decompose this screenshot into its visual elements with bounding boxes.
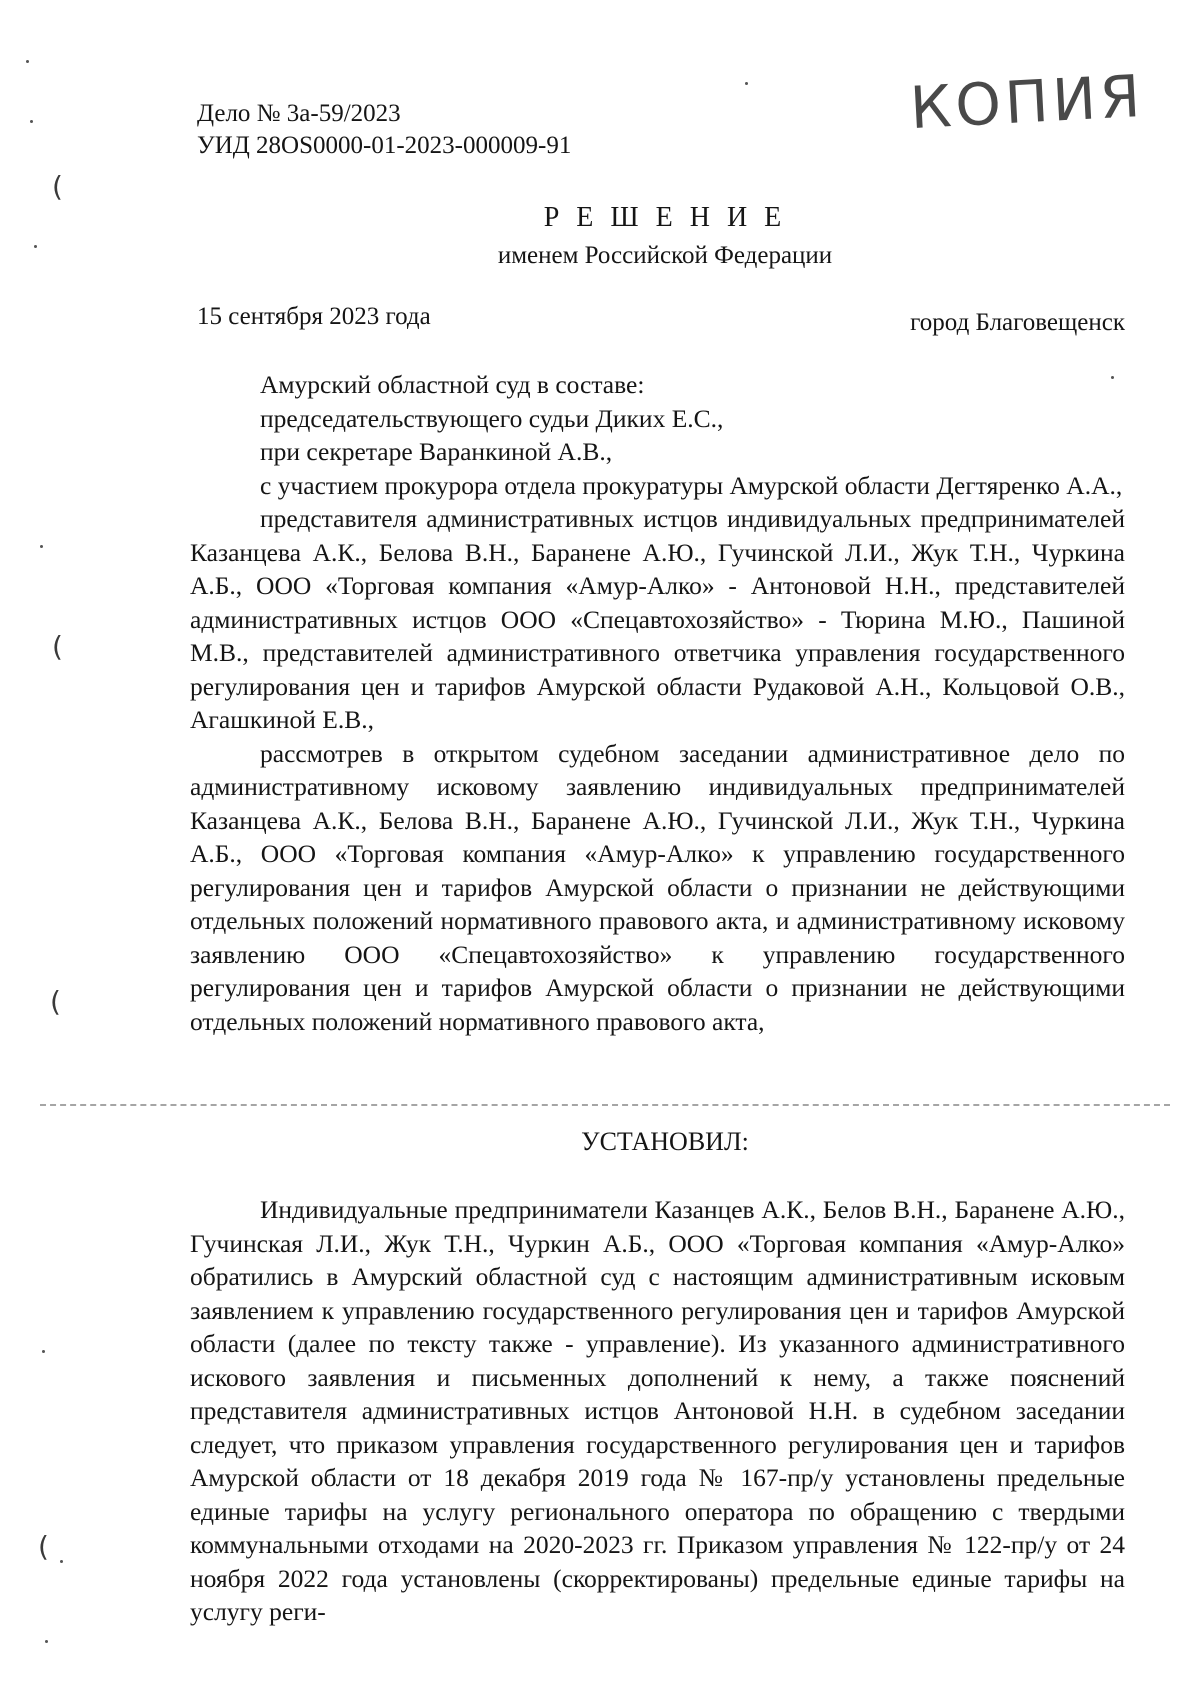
case-uid: УИД 28OS0000-01-2023-000009-91 bbox=[197, 132, 572, 159]
document-subtitle: именем Российской Федерации bbox=[497, 242, 833, 269]
margin-mark: ( bbox=[52, 170, 63, 203]
scan-divider bbox=[40, 1104, 1170, 1106]
case-number: Дело № 3а-59/2023 bbox=[197, 100, 401, 127]
copy-stamp: КОПИЯ bbox=[908, 61, 1146, 143]
court-composition-block bbox=[190, 368, 1125, 1038]
margin-mark: ( bbox=[50, 985, 61, 1018]
scan-dot bbox=[745, 82, 748, 85]
scan-dot bbox=[34, 245, 37, 248]
established-block bbox=[190, 1193, 1125, 1629]
margin-mark: ( bbox=[52, 630, 63, 663]
considered-paragraph: рассмотрев в открытом судебном заседании административное дело по административному исковому заявлению индивидуальных предпринимателей Казанцева А.К., Белова В.Н., Баранене А.Ю., Гучинской Л.И., Жук Т.Н., Чуркина А.Б., ООО «Торговая компания «Амур-Алко» к управлению государственного регулирования цен и тарифов Амурской области о признании не действующими отдельных положений нормативного правового акта, и административному исковому заявлению ООО «Спецавтохозяйство» к управлению государственного регулирования цен и тарифов Амурской области о признании не действующими отдельных положений нормативного правового акта, bbox=[190, 738, 1125, 1036]
representatives-paragraph: представителя административных истцов индивидуальных предпринимателей Казанцева А.К., Белова В.Н., Баранене А.Ю., Гучинской Л.И., Жук Т.Н., Чуркина А.Б., ООО «Торговая компания «Амур-Алко» - Антоновой Н.Н., представителей административных истцов ООО «Спецавтохозяйство» - Тюрина М.Ю., Пашиной М.В., представителей административного ответчика управления государственного регулирования цен и тарифов Амурской области Рудаковой А.Н., Кольцовой О.В., Агашкиной Е.В., bbox=[190, 504, 1125, 734]
decision-city: город Благовещенск bbox=[910, 309, 1125, 336]
scan-dot bbox=[60, 1560, 63, 1563]
scan-dot bbox=[45, 1640, 48, 1643]
court-secretary: при секретаре Варанкиной А.В., bbox=[260, 437, 613, 466]
scan-dot bbox=[40, 545, 43, 548]
court-composition: Амурский областной суд в составе: bbox=[260, 370, 645, 399]
established-heading: УСТАНОВИЛ: bbox=[581, 1127, 749, 1156]
margin-mark: ( bbox=[38, 1530, 49, 1563]
scan-dot bbox=[30, 120, 33, 123]
decision-date: 15 сентября 2023 года bbox=[197, 303, 431, 330]
established-paragraph: Индивидуальные предприниматели Казанцев А.К., Белов В.Н., Баранене А.Ю., Гучинская Л.И., Жук Т.Н., Чуркин А.Б., ООО «Торговая компания «Амур-Алко» обратились в Амурский областной суд с настоящим административным исковым заявлением к управлению государственного регулирования цен и тарифов Амурской области (далее по тексту также - управление). Из указанного административного искового заявления и письменных дополнений к нему, а также пояснений представителя административных истцов Антоновой Н.Н. в судебном заседании следует, что приказом управления государственного регулирования цен и тарифов Амурской области от 18 декабря 2019 года № 167-пр/у установлены предельные единые тарифы на услугу регионального оператора по обращению с твердыми коммунальными отходами на 2020-2023 гг. Приказом управления № 122-пр/у от 24 ноября 2022 года установлены (скорректированы) предельные единые тарифы на услугу реги- bbox=[190, 1195, 1125, 1626]
document-title: Р Е Ш Е Н И Е bbox=[543, 202, 787, 233]
case-header bbox=[197, 98, 571, 162]
scan-dot bbox=[1111, 376, 1114, 379]
scan-dot bbox=[42, 1350, 45, 1353]
scan-dot bbox=[26, 60, 29, 63]
prosecutor-paragraph: с участием прокурора отдела прокуратуры Амурской области Дегтяренко А.А., bbox=[260, 470, 1123, 500]
presiding-judge: председательствующего судьи Диких Е.С., bbox=[260, 403, 724, 433]
